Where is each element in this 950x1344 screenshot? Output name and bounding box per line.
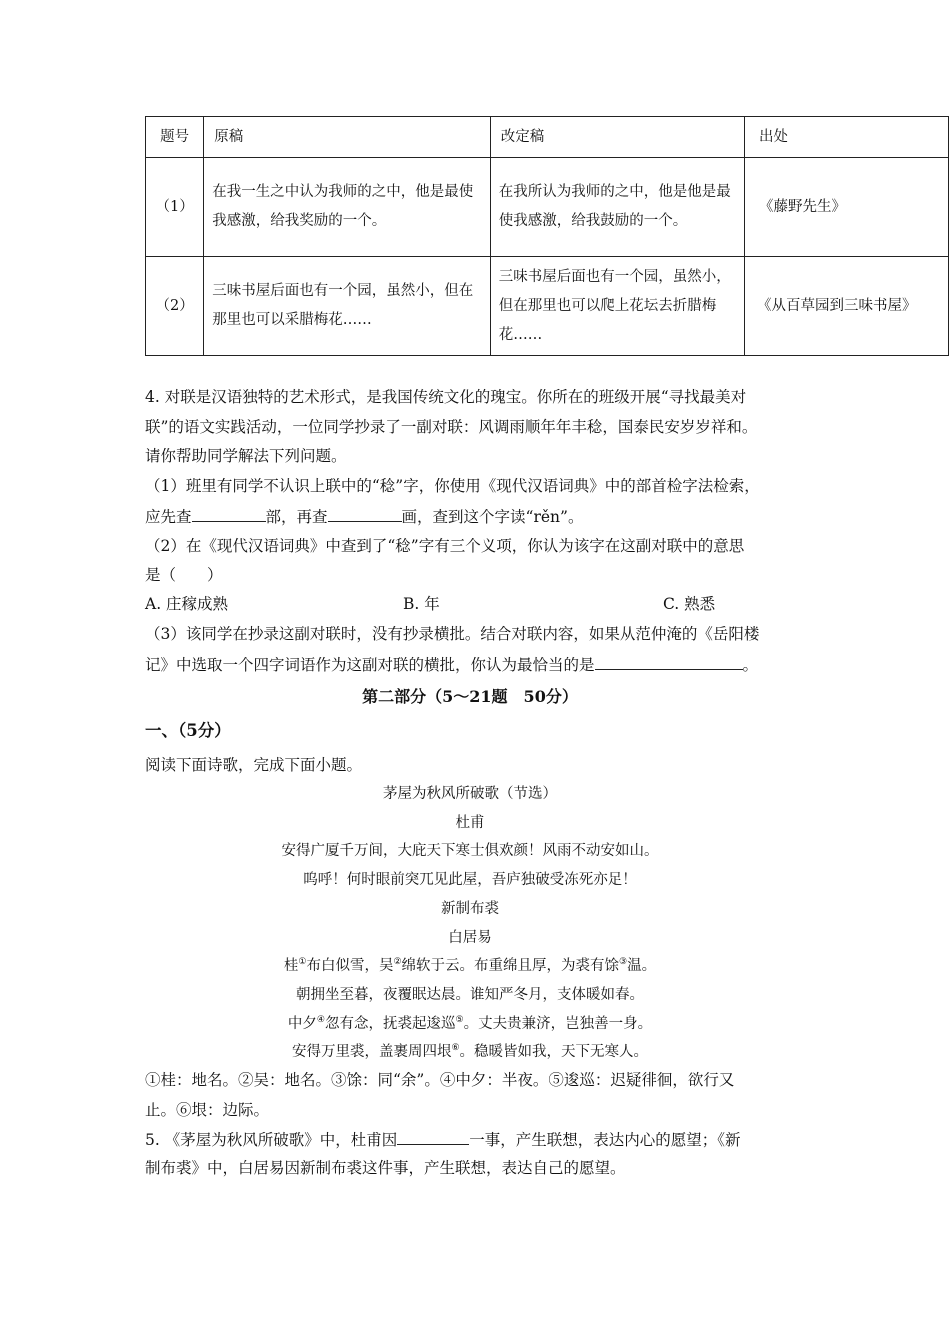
footnote-marker: ②: [393, 957, 402, 968]
option-a[interactable]: A. 庄稼成熟: [145, 595, 229, 613]
q4-sub3-text-b: 。: [742, 656, 759, 674]
notes-line2: 止。⑥垠：边际。: [145, 1101, 270, 1119]
q4-sub3-line2: [145, 653, 845, 676]
q4-sub3-line1: （3）该同学在抄录这副对联时，没有抄录横批。结合对联内容，如果从范仲淹的《岳阳楼: [145, 625, 760, 643]
header-source: 出处: [744, 117, 948, 158]
q4-sub2-line1: （2）在《现代汉语词典》中查到了“稔”字有三个义项，你认为该字在这副对联中的意思: [145, 537, 745, 555]
poem-text: 。稳暖皆如我，天下无寒人。: [459, 1044, 649, 1060]
q4-sub2-line2: 是（ ）: [145, 566, 223, 584]
table-row: [146, 257, 949, 356]
q4-sub1-line1: （1）班里有同学不认识上联中的“稔”字，你使用《现代汉语词典》中的部首检字法检索，: [145, 477, 760, 495]
q5-text-a: 5. 《茅屋为秋风所破歌》中，杜甫因: [145, 1131, 398, 1149]
strokes-blank[interactable]: [328, 505, 402, 522]
q4-sub1-line2: [145, 505, 845, 528]
row-revised: 在我所认为我师的之中，他是他是最使我感激，给我鼓励的一个。: [490, 158, 744, 257]
row-source: 《藤野先生》: [744, 158, 948, 257]
event-blank[interactable]: [397, 1128, 469, 1145]
option-c[interactable]: C. 熟悉: [663, 595, 716, 613]
poem2-line1: [145, 955, 795, 977]
row-original: 在我一生之中认为我师的之中，他是最使我感激，给我奖励的一个。: [204, 158, 490, 257]
table-header-row: [146, 117, 949, 158]
notes-line1: ①桂：地名。②吴：地名。③馀：同“余”。④中夕：半夜。⑤逡巡：迟疑徘徊，欲行又: [145, 1071, 735, 1089]
revision-table: [145, 116, 949, 356]
row-revised: 三味书屋后面也有一个园，虽然小，但在那里也可以爬上花坛去折腊梅花……: [490, 257, 744, 356]
poem-text: 绵软于云。布重绵且厚，为裘有馀: [401, 958, 620, 974]
poem1-line1: 安得广厦千万间，大庇天下寒士俱欢颜！风雨不动安如山。: [281, 843, 659, 859]
q4-intro-line2: 联”的语文实践活动，一位同学抄录了一副对联：风调雨顺年年丰稔，国泰民安岁岁祥和。: [145, 418, 758, 436]
q4-sub1-text-a: 应先查: [145, 508, 192, 526]
poem-text: 温。: [627, 958, 657, 974]
footnote-marker: ①: [298, 957, 307, 968]
q4-sub3-text-a: 记》中选取一个四字词语作为这副对联的横批，你认为最恰当的是: [145, 656, 595, 674]
poem-text: 安得万里裘，盖裹周四垠: [291, 1044, 452, 1060]
q4-intro-line3: 请你帮助同学解法下列问题。: [145, 447, 347, 465]
q5-line2: 制布裘》中，白居易因新制布裘这件事，产生联想，表达自己的愿望。: [145, 1159, 626, 1177]
row-number: （1）: [146, 158, 204, 257]
poem1-author: 杜甫: [455, 815, 485, 831]
option-b[interactable]: B. 年: [403, 595, 440, 613]
reading-instruction: 阅读下面诗歌，完成下面小题。: [145, 756, 363, 774]
q5-text-b: 一事，产生联想，表达内心的愿望；《新: [469, 1131, 741, 1149]
q5-line1: [145, 1128, 845, 1151]
row-source: 《从百草园到三味书屋》: [744, 257, 948, 356]
q4-sub1-text-b: 部，再查: [265, 508, 328, 526]
header-number: 题号: [146, 117, 204, 158]
poem-text: 。丈夫贵兼济，岂独善一身。: [463, 1016, 653, 1032]
row-original: 三味书屋后面也有一个园，虽然小，但在那里也可以采腊梅花……: [204, 257, 490, 356]
table-row: [146, 158, 949, 257]
poem-text: 桂: [283, 958, 299, 974]
heading-blank[interactable]: [595, 653, 743, 670]
poem2-title: 新制布裘: [441, 901, 499, 917]
poem1-line2: 呜呼！何时眼前突兀见此屋，吾庐独破受冻死亦足！: [303, 872, 637, 888]
poem2-line2: 朝拥坐至暮，夜覆眠达晨。谁知严冬月，支体暖如春。: [296, 987, 644, 1003]
footnote-marker: ⑥: [451, 1043, 460, 1054]
header-original: 原稿: [204, 117, 490, 158]
poem2-line4: [145, 1041, 795, 1063]
radical-blank[interactable]: [192, 505, 266, 522]
q4-intro-line1: 4. 对联是汉语独特的艺术形式，是我国传统文化的瑰宝。你所在的班级开展“寻找最美对: [145, 388, 747, 406]
poem2-line3: [145, 1013, 795, 1035]
section-heading: 一、（5分）: [145, 721, 231, 740]
poem1-title: 茅屋为秋风所破歌（节选）: [383, 786, 557, 802]
footnote-marker: ③: [619, 957, 628, 968]
footnote-marker: ⑤: [455, 1015, 464, 1026]
row-number: （2）: [146, 257, 204, 356]
poem-text: 忽有念，抚裘起逡巡: [325, 1016, 456, 1032]
poem-text: 布白似雪，吴: [306, 958, 394, 974]
header-revised: 改定稿: [490, 117, 744, 158]
poem2-author: 白居易: [448, 930, 492, 946]
part2-title: 第二部分（5～21题 50分）: [362, 687, 578, 706]
q4-sub1-text-c: 画，查到这个字读“rěn”。: [401, 508, 584, 526]
poem-text: 中夕: [287, 1016, 317, 1032]
footnote-marker: ④: [316, 1015, 325, 1026]
